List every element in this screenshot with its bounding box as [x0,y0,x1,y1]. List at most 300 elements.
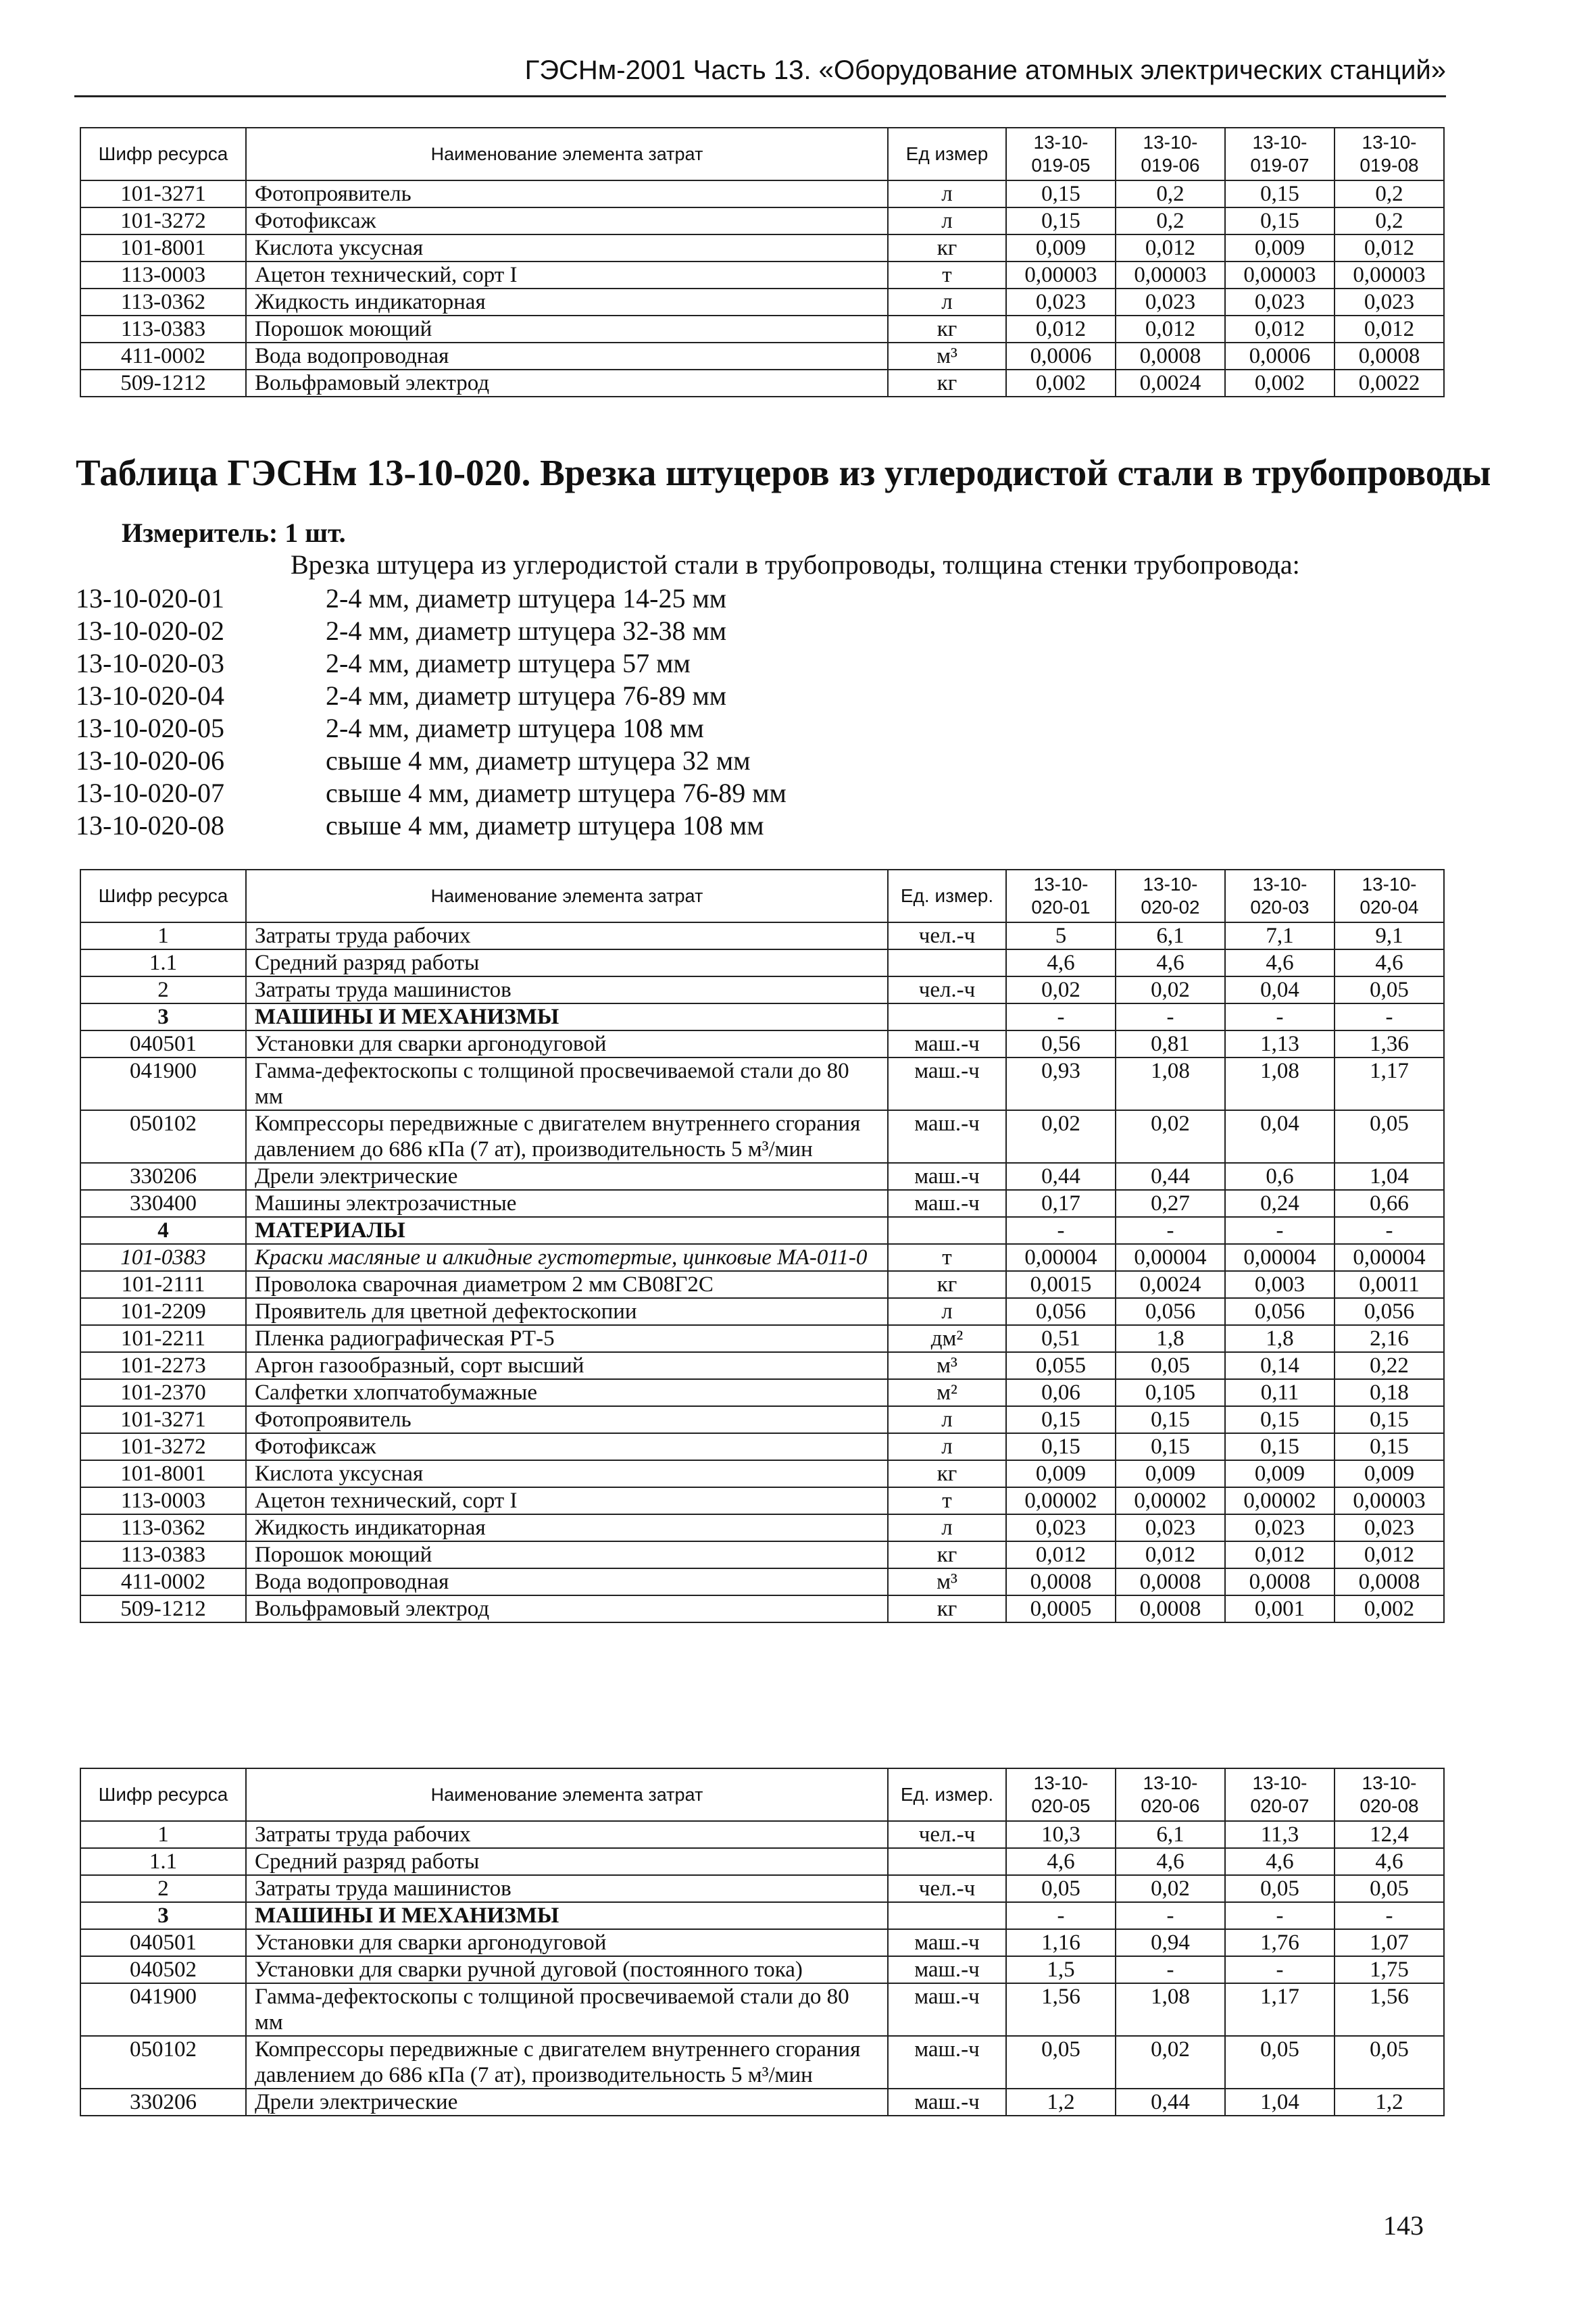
position-code: 13-10-020-07 [76,778,224,808]
resource-code: 411-0002 [80,343,246,370]
resource-name: Вода водопроводная [246,343,888,370]
resource-value: 0,0011 [1335,1271,1444,1298]
resource-code: 101-2209 [80,1298,246,1325]
table-row [80,1190,1444,1217]
table-row [80,1406,1444,1433]
resource-name: Вольфрамовый электрод [246,370,888,397]
resource-code: 330400 [80,1190,246,1217]
position-text: 2-4 мм, диаметр штуцера 32-38 мм [326,616,727,646]
resource-value: 0,023 [1335,289,1444,316]
resource-code: 330206 [80,2089,246,2116]
table-row [80,1325,1444,1352]
resource-value: - [1335,1902,1444,1929]
position-text: 2-4 мм, диаметр штуцера 57 мм [326,648,691,678]
resource-value: 0,02 [1116,2036,1225,2089]
resource-code: 101-2211 [80,1325,246,1352]
resource-name: Средний разряд работы [246,949,888,976]
resource-value: - [1116,1956,1225,1983]
position-text: свыше 4 мм, диаметр штуцера 76-89 мм [326,778,787,808]
position-item [76,647,787,680]
resource-value: 4,6 [1335,1848,1444,1875]
resource-value: 0,0008 [1225,1568,1335,1595]
resource-value: 0,012 [1006,316,1116,343]
resource-unit: маш.-ч [888,1057,1006,1110]
table-row [80,1956,1444,1983]
resource-value: 0,023 [1225,1514,1335,1541]
resource-value: 0,15 [1006,1433,1116,1460]
resource-unit: л [888,1406,1006,1433]
measure-value: 1 шт. [284,518,346,548]
header-unit: Ед измер [888,128,1006,180]
resource-unit: маш.-ч [888,2089,1006,2116]
resource-code: 4 [80,1217,246,1244]
resource-value: - [1225,1902,1335,1929]
position-code: 13-10-020-02 [76,616,224,646]
resource-value: 0,0008 [1335,343,1444,370]
resource-unit: м² [888,1379,1006,1406]
header-name: Наименование элемента затрат [246,1768,888,1821]
resource-value: 0,2 [1335,180,1444,207]
resource-unit: дм² [888,1325,1006,1352]
resource-value: 0,02 [1006,1110,1116,1163]
resource-code: 113-0362 [80,1514,246,1541]
position-code: 13-10-020-08 [76,810,224,841]
resource-value: 0,44 [1006,1163,1116,1190]
measure-label: Измеритель: [122,518,278,548]
resource-value: 0,003 [1225,1271,1335,1298]
resource-value: 0,04 [1225,976,1335,1003]
resource-value: 0,00004 [1225,1244,1335,1271]
position-text: свыше 4 мм, диаметр штуцера 108 мм [326,810,764,841]
resource-value: 0,24 [1225,1190,1335,1217]
table-row [80,1848,1444,1875]
resource-value: - [1006,1902,1116,1929]
resource-value: - [1225,1956,1335,1983]
resource-unit [888,1848,1006,1875]
resource-name: Ацетон технический, сорт I [246,1487,888,1514]
resource-value: 0,14 [1225,1352,1335,1379]
resource-code: 101-3271 [80,1406,246,1433]
table-row [80,343,1444,370]
resource-unit [888,1902,1006,1929]
resource-value: 0,05 [1116,1352,1225,1379]
header-code: Шифр ресурса [80,128,246,180]
resource-name: Дрели электрические [246,2089,888,2116]
resource-code: 1.1 [80,949,246,976]
resource-value: 0,15 [1006,180,1116,207]
resource-value: 0,001 [1225,1595,1335,1622]
resource-unit: кг [888,370,1006,397]
resource-value: 4,6 [1225,949,1335,976]
resource-code: 041900 [80,1983,246,2036]
position-code: 13-10-020-06 [76,745,224,776]
resource-value: 0,0006 [1006,343,1116,370]
resource-value: 0,023 [1006,1514,1116,1541]
resource-value: 0,18 [1335,1379,1444,1406]
resource-value: 1,2 [1335,2089,1444,2116]
resource-unit: кг [888,1271,1006,1298]
resource-name: Установки для сварки аргонодуговой [246,1030,888,1057]
resource-value: 0,0008 [1335,1568,1444,1595]
resource-value: 0,002 [1335,1595,1444,1622]
resource-value: 1,2 [1006,2089,1116,2116]
resource-code: 040501 [80,1929,246,1956]
resource-unit: л [888,207,1006,234]
resource-value: 0,00002 [1116,1487,1225,1514]
table-row [80,922,1444,949]
table-row [80,1821,1444,1848]
resource-value: 0,56 [1006,1030,1116,1057]
resource-code: 1.1 [80,1848,246,1875]
position-code: 13-10-020-05 [76,713,224,743]
resource-value: 1,04 [1335,1163,1444,1190]
resource-value: 5 [1006,922,1116,949]
header-col: 13-10-020-04 [1335,870,1444,922]
resource-value: 0,15 [1225,207,1335,234]
header-col: 13-10-020-02 [1116,870,1225,922]
resource-value: - [1335,1003,1444,1030]
resource-value: 0,15 [1225,180,1335,207]
resource-value: 0,05 [1335,2036,1444,2089]
resource-unit: кг [888,234,1006,262]
header-col: 13-10-020-08 [1335,1768,1444,1821]
resource-value: 0,04 [1225,1110,1335,1163]
header-code: Шифр ресурса [80,1768,246,1821]
resource-value: 0,023 [1116,289,1225,316]
table-row [80,2036,1444,2089]
position-item [76,680,787,712]
resource-name: Жидкость индикаторная [246,289,888,316]
resource-value: 0,15 [1225,1406,1335,1433]
resource-value: 6,1 [1116,922,1225,949]
resource-value: 0,06 [1006,1379,1116,1406]
resource-name: Кислота уксусная [246,234,888,262]
resource-value: 1,8 [1225,1325,1335,1352]
resource-value: 0,023 [1335,1514,1444,1541]
resource-code: 1 [80,1821,246,1848]
resource-value: 4,6 [1006,949,1116,976]
table-row [80,1460,1444,1487]
table-row [80,1595,1444,1622]
resource-value: 0,00004 [1006,1244,1116,1271]
resource-name: Затраты труда машинистов [246,976,888,1003]
resource-unit: чел.-ч [888,1821,1006,1848]
resource-value: 1,08 [1225,1057,1335,1110]
resource-code: 113-0362 [80,289,246,316]
resource-name: Проволока сварочная диаметром 2 мм СВ08Г2С [246,1271,888,1298]
resource-value: 6,1 [1116,1821,1225,1848]
page-header-text: ГЭСНм-2001 Часть 13. «Оборудование атомных электрических станций» [524,55,1446,85]
resource-value: 0,15 [1225,1433,1335,1460]
resource-table-1 [80,869,1445,1623]
resource-code: 330206 [80,1163,246,1190]
resource-unit: м³ [888,343,1006,370]
resource-value: 0,2 [1116,180,1225,207]
resource-name: Фотопроявитель [246,1406,888,1433]
resource-name: Порошок моющий [246,1541,888,1568]
table-row [80,1110,1444,1163]
table-row [80,1514,1444,1541]
resource-value: 2,16 [1335,1325,1444,1352]
resource-value: 0,00002 [1006,1487,1116,1514]
header-col: 13-10-019-05 [1006,128,1116,180]
position-text: 2-4 мм, диаметр штуцера 76-89 мм [326,680,727,711]
resource-value: 4,6 [1116,1848,1225,1875]
page-header [74,55,1446,97]
resource-unit: м³ [888,1568,1006,1595]
resource-value: 0,93 [1006,1057,1116,1110]
resource-unit [888,1217,1006,1244]
resource-value: 0,0006 [1225,343,1335,370]
table-row [80,1030,1444,1057]
table-row [80,1057,1444,1110]
resource-unit: маш.-ч [888,1190,1006,1217]
resource-value: - [1335,1217,1444,1244]
resource-name: Фотопроявитель [246,180,888,207]
table-row [80,2089,1444,2116]
resource-name: МАШИНЫ И МЕХАНИЗМЫ [246,1902,888,1929]
resource-name: Ацетон технический, сорт I [246,262,888,289]
resource-value: 0,0024 [1116,1271,1225,1298]
resource-value: 1,07 [1335,1929,1444,1956]
resource-value: 0,05 [1335,1875,1444,1902]
resource-value: - [1116,1003,1225,1030]
table-row [80,1271,1444,1298]
resource-unit: маш.-ч [888,1983,1006,2036]
table-row [80,1217,1444,1244]
resource-value: 0,012 [1116,234,1225,262]
table-row [80,1003,1444,1030]
resource-value: 0,17 [1006,1190,1116,1217]
resource-value: 1,56 [1006,1983,1116,2036]
resource-name: Гамма-дефектоскопы с толщиной просвечиваемой стали до 80 мм [246,1983,888,2036]
resource-name: Затраты труда машинистов [246,1875,888,1902]
table-row [80,1379,1444,1406]
resource-code: 113-0003 [80,1487,246,1514]
resource-name: Салфетки хлопчатобумажные [246,1379,888,1406]
header-col: 13-10-020-01 [1006,870,1116,922]
resource-name: Краски масляные и алкидные густотертые, цинковые МА-011-0 [246,1244,888,1271]
resource-value: 0,05 [1006,2036,1116,2089]
resource-name: МАТЕРИАЛЫ [246,1217,888,1244]
top-table [80,127,1445,397]
resource-value: 0,00002 [1225,1487,1335,1514]
resource-value: 0,012 [1116,1541,1225,1568]
table-row [80,262,1444,289]
table-row [80,1163,1444,1190]
table-row [80,1875,1444,1902]
resource-code: 050102 [80,1110,246,1163]
resource-value: 0,00003 [1335,262,1444,289]
table-row [80,180,1444,207]
resource-name: Затраты труда рабочих [246,922,888,949]
resource-unit: л [888,289,1006,316]
resource-value: 4,6 [1225,1848,1335,1875]
resource-unit: кг [888,1595,1006,1622]
resource-value: 0,00004 [1335,1244,1444,1271]
resource-code: 040501 [80,1030,246,1057]
header-col: 13-10-020-05 [1006,1768,1116,1821]
resource-unit: маш.-ч [888,1956,1006,1983]
resource-value: 0,055 [1006,1352,1116,1379]
resource-code: 101-2111 [80,1271,246,1298]
resource-value: 0,105 [1116,1379,1225,1406]
resource-name: Компрессоры передвижные с двигателем внутреннего сгорания давлением до 686 кПа (7 ат), производительность 5 м³/мин [246,1110,888,1163]
position-item [76,745,787,777]
resource-name: Пленка радиографическая РТ-5 [246,1325,888,1352]
resource-value: 0,22 [1335,1352,1444,1379]
position-code: 13-10-020-04 [76,680,224,711]
resource-value: 0,00003 [1335,1487,1444,1514]
resource-unit: кг [888,316,1006,343]
resource-code: 041900 [80,1057,246,1110]
resource-name: Установки для сварки ручной дуговой (постоянного тока) [246,1956,888,1983]
resource-code: 113-0003 [80,262,246,289]
resource-value: 1,17 [1225,1983,1335,2036]
resource-value: 0,009 [1116,1460,1225,1487]
position-item [76,582,787,615]
header-code: Шифр ресурса [80,870,246,922]
position-item [76,777,787,810]
resource-value: 1,08 [1116,1983,1225,2036]
resource-code: 101-2370 [80,1379,246,1406]
resource-value: 0,012 [1006,1541,1116,1568]
page-number: 143 [1383,2210,1424,2241]
position-text: 2-4 мм, диаметр штуцера 14-25 мм [326,583,727,614]
resource-value: 1,04 [1225,2089,1335,2116]
resource-unit: л [888,1433,1006,1460]
resource-value: 0,0022 [1335,370,1444,397]
resource-value: 0,66 [1335,1190,1444,1217]
resource-value: 0,023 [1006,289,1116,316]
resource-value: 0,81 [1116,1030,1225,1057]
resource-value: 1,76 [1225,1929,1335,1956]
resource-name: Аргон газообразный, сорт высший [246,1352,888,1379]
table-row [80,976,1444,1003]
resource-code: 3 [80,1902,246,1929]
table-row [80,1244,1444,1271]
resource-value: 0,00003 [1006,262,1116,289]
header-col: 13-10-019-08 [1335,128,1444,180]
resource-code: 101-0383 [80,1244,246,1271]
resource-value: 0,0008 [1116,1595,1225,1622]
resource-value: 0,012 [1116,316,1225,343]
resource-unit: маш.-ч [888,1110,1006,1163]
resource-value: 0,02 [1116,1110,1225,1163]
resource-name: Гамма-дефектоскопы с толщиной просвечиваемой стали до 80 мм [246,1057,888,1110]
resource-value: 0,056 [1006,1298,1116,1325]
top-table-body [80,180,1444,397]
resource-unit [888,1003,1006,1030]
resource-value: - [1116,1217,1225,1244]
resource-code: 2 [80,976,246,1003]
header-name: Наименование элемента затрат [246,128,888,180]
resource-unit: л [888,180,1006,207]
resource-table-2-body [80,1821,1444,2116]
resource-value: 1,16 [1006,1929,1116,1956]
resource-value: 0,05 [1225,1875,1335,1902]
resource-unit: т [888,262,1006,289]
table-row [80,1983,1444,2036]
resource-unit: чел.-ч [888,1875,1006,1902]
position-item [76,615,787,647]
resource-name: Проявитель для цветной дефектоскопии [246,1298,888,1325]
resource-value: 1,8 [1116,1325,1225,1352]
table-row [80,289,1444,316]
table-row [80,370,1444,397]
position-text: 2-4 мм, диаметр штуцера 108 мм [326,713,704,743]
resource-value: 0,00003 [1116,262,1225,289]
resource-name: Компрессоры передвижные с двигателем внутреннего сгорания давлением до 686 кПа (7 ат), производительность 5 м³/мин [246,2036,888,2089]
resource-value: 1,36 [1335,1030,1444,1057]
resource-value: 0,023 [1116,1514,1225,1541]
resource-value: 0,00003 [1225,262,1335,289]
resource-name: Затраты труда рабочих [246,1821,888,1848]
resource-unit: л [888,1298,1006,1325]
resource-unit: м³ [888,1352,1006,1379]
position-item [76,712,787,745]
resource-unit: маш.-ч [888,1163,1006,1190]
position-list [76,582,787,842]
resource-value: 0,05 [1006,1875,1116,1902]
resource-value: 0,15 [1116,1406,1225,1433]
resource-value: - [1006,1217,1116,1244]
resource-value: 4,6 [1006,1848,1116,1875]
table-row [80,949,1444,976]
header-col: 13-10-019-06 [1116,128,1225,180]
resource-value: 0,012 [1335,1541,1444,1568]
resource-value: 0,44 [1116,1163,1225,1190]
resource-value: 0,02 [1116,1875,1225,1902]
resource-code: 113-0383 [80,1541,246,1568]
resource-value: 0,009 [1225,1460,1335,1487]
resource-value: 4,6 [1116,949,1225,976]
resource-value: 1,17 [1335,1057,1444,1110]
resource-code: 1 [80,922,246,949]
header-col: 13-10-020-03 [1225,870,1335,922]
resource-code: 411-0002 [80,1568,246,1595]
resource-value: 0,012 [1335,234,1444,262]
resource-unit: чел.-ч [888,922,1006,949]
header-unit: Ед. измер. [888,1768,1006,1821]
resource-code: 101-8001 [80,234,246,262]
resource-value: 0,009 [1225,234,1335,262]
resource-value: 0,012 [1225,316,1335,343]
resource-name: Дрели электрические [246,1163,888,1190]
table-row [80,316,1444,343]
resource-value: 0,009 [1006,234,1116,262]
resource-value: 0,15 [1335,1406,1444,1433]
resource-value: 0,27 [1116,1190,1225,1217]
resource-value: 0,51 [1006,1325,1116,1352]
resource-value: 12,4 [1335,1821,1444,1848]
resource-value: 0,056 [1225,1298,1335,1325]
resource-value: 0,0008 [1116,343,1225,370]
resource-value: 0,0015 [1006,1271,1116,1298]
resource-value: 0,0024 [1116,370,1225,397]
resource-value: 0,00004 [1116,1244,1225,1271]
resource-value: 0,009 [1006,1460,1116,1487]
resource-code: 3 [80,1003,246,1030]
resource-value: 0,15 [1116,1433,1225,1460]
resource-unit: кг [888,1541,1006,1568]
resource-value: 1,08 [1116,1057,1225,1110]
resource-value: 0,009 [1335,1460,1444,1487]
header-name: Наименование элемента затрат [246,870,888,922]
resource-value: 0,02 [1116,976,1225,1003]
resource-value: 4,6 [1335,949,1444,976]
resource-name: Жидкость индикаторная [246,1514,888,1541]
